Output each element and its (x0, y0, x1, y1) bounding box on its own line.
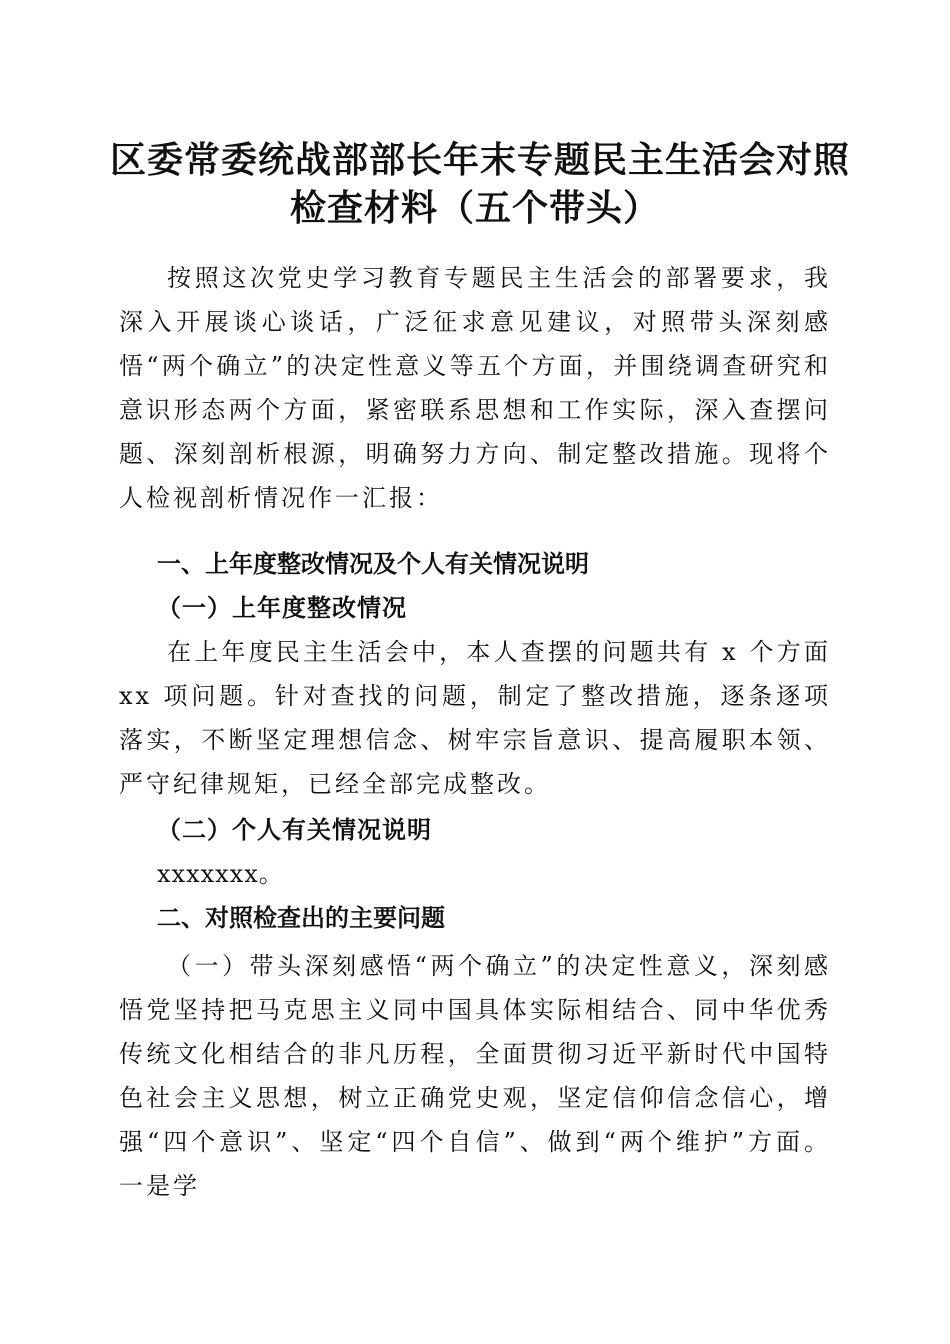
section-1-sub-2-paragraph: xxxxxxx。 (157, 860, 284, 888)
section-1-heading: 一、上年度整改情况及个人有关情况说明 (157, 550, 589, 578)
document-title-line-2: 检查材料（五个带头） (289, 187, 660, 229)
section-1-sub-2-heading: （二）个人有关情况说明 (157, 815, 432, 844)
intro-paragraph: 按照这次党史学习教育专题民主生活会的部署要求，我深入开展谈心谈话，广泛征求意见建议，对照带头深刻感悟“两个确立”的决定性意义等五个方面，并围绕调查研究和意识形态两个方面，紧密联系思想和工作实际，深入查摆问题、深刻剖析根源，明确努力方向、制定整改措施。现将个人检视剖析情况作一汇报： (119, 264, 831, 512)
section-2-sub-1-paragraph: （一）带头深刻感悟“两个确立”的决定性意义，深刻感悟党坚持把马克思主义同中国具体实际相结合、同中华优秀传统文化相结合的非凡历程，全面贯彻习近平新时代中国特色社会主义思想，树立正确党史观，坚定信仰信念信心，增强“四个意识”、坚定“四个自信”、做到“两个维护”方面。一是学 (119, 952, 831, 1200)
section-2-heading: 二、对照检查出的主要问题 (157, 904, 445, 932)
section-1-sub-1-paragraph: 在上年度民主生活会中，本人查摆的问题共有 x 个方面 xx 项问题。针对查找的问题，制定了整改措施，逐条逐项落实，不断坚定理想信念、树牢宗旨意识、提高履职本领、严守纪律规矩，已经全部完成整改。 (119, 638, 831, 798)
section-1-sub-1-heading: （一）上年度整改情况 (157, 593, 407, 622)
document-title-line-1: 区委常委统战部部长年末专题民主生活会对照 (110, 139, 851, 181)
